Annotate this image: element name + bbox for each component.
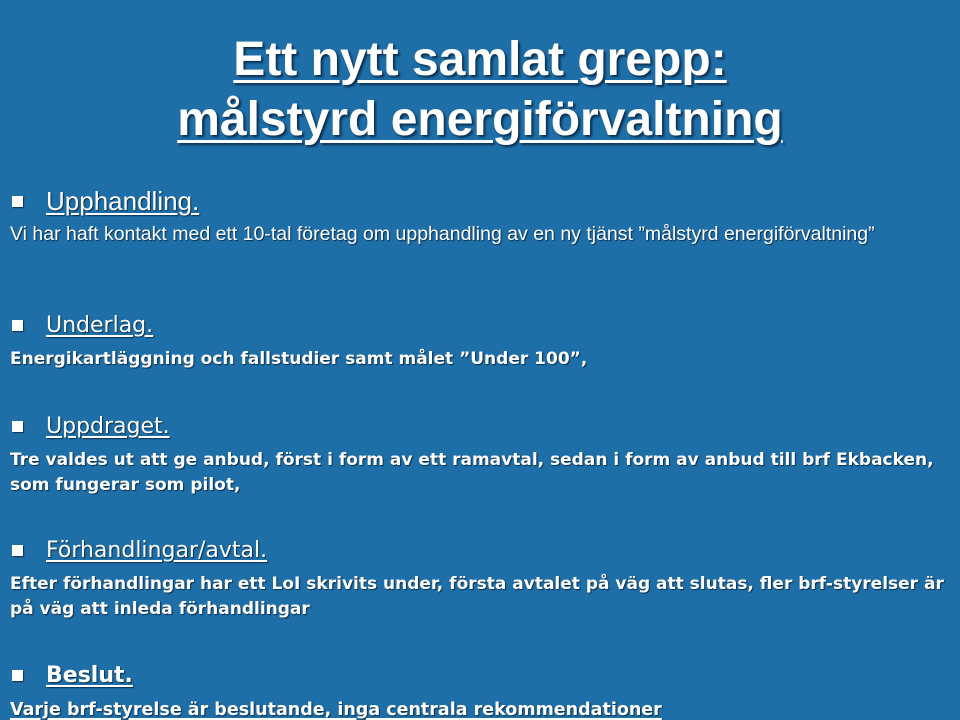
square-bullet-icon xyxy=(12,545,23,556)
section-heading-forhandlingar xyxy=(12,538,267,563)
slide-title xyxy=(0,30,960,150)
section-text-uppdraget: Tre valdes ut att ge anbud, först i form av ett ramavtal, sedan i form av anbud till brf Ekbacken, som fungerar som pilot, xyxy=(10,450,934,495)
heading-label: Uppdraget. xyxy=(46,414,170,439)
title-line-2: målstyrd energiförvaltning xyxy=(177,93,783,146)
section-text-beslut: Varje brf-styrelse är beslutande, inga centrala rekommendationer xyxy=(10,700,662,720)
section-heading-beslut xyxy=(12,663,133,688)
square-bullet-icon xyxy=(12,421,23,432)
heading-label: Upphandling. xyxy=(46,186,200,216)
square-bullet-icon xyxy=(12,196,23,207)
square-bullet-icon xyxy=(12,320,23,331)
title-line-1: Ett nytt samlat grepp: xyxy=(233,33,727,86)
section-text-upphandling: Vi har haft kontakt med ett 10-tal företag om upphandling av en ny tjänst ”målstyrd energiförvaltning” xyxy=(10,223,875,245)
section-heading-uppdraget xyxy=(12,414,170,439)
square-bullet-icon xyxy=(12,670,23,681)
section-heading-upphandling xyxy=(12,186,199,217)
heading-label: Förhandlingar/avtal. xyxy=(46,538,268,563)
heading-label: Underlag. xyxy=(46,313,154,338)
section-text-forhandlingar: Efter förhandlingar har ett LoI skrivits under, första avtalet på väg att slutas, fler brf-styrelser är på väg att inleda förhandlingar xyxy=(10,574,944,619)
heading-label: Beslut. xyxy=(46,663,133,688)
section-heading-underlag xyxy=(12,313,153,338)
section-text-underlag: Energikartläggning och fallstudier samt målet ”Under 100”, xyxy=(10,349,588,369)
